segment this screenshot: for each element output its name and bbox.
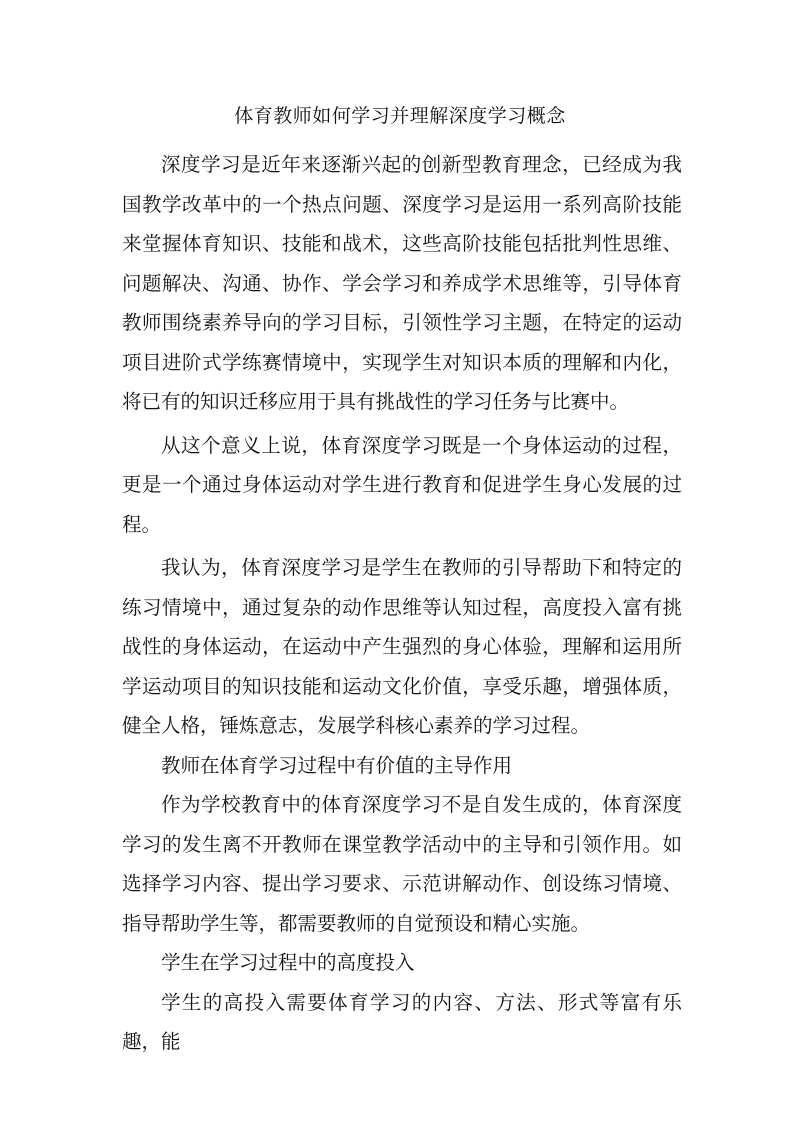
paragraph-intro: 深度学习是近年来逐渐兴起的创新型教育理念，已经成为我国教学改革中的一个热点问题、深度学习是运用一系列高阶技能来堂握体育知识、技能和战术，这些高阶技能包括批判性思维、问题解决、沟通、协作、学会学习和养成学术思维等，引导体育教师围绕素养导向的学习目标，引领性学习主题，在特定的运动项目进阶式学练赛情境中，实现学生对知识本质的理解和内化，将已有的知识迁移应用于具有挑战性的学习任务与比赛中。 <box>122 153 682 413</box>
section-heading-student-engagement: 学生在学习过程中的高度投入 <box>161 951 415 974</box>
section-heading-teacher-role: 教师在体育学习过程中有价值的主导作用 <box>161 753 513 777</box>
paragraph-definition: 我认为，体育深度学习是学生在教师的引导帮助下和特定的练习情境中，通过复杂的动作思维等认知过程，高度投入富有挑战性的身体运动，在运动中产生强烈的身心体验，理解和运用所学运动项目的知识技能和运动文化价值，享受乐趣，增强体质，健全人格，锤炼意志，发展学科核心素养的学习过程。 <box>122 556 682 737</box>
document-title: 体育教师如何学习并理解深度学习概念 <box>234 105 566 127</box>
paragraph-meaning: 从这个意义上说，体育深度学习既是一个身体运动的过程，更是一个通过身体运动对学生进行教育和促进学生身心发展的过程。 <box>122 433 682 536</box>
paragraph-teacher-role: 作为学校教育中的体育深度学习不是自发生成的，体育深度学习的发生离不开教师在课堂教学活动中的主导和引领作用。如选择学习内容、提出学习要求、示范讲解动作、创设练习情境、指导帮助学生等，都需要教师的自觉预设和精心实施。 <box>122 793 682 935</box>
document-body <box>122 145 682 1062</box>
paragraph-student-engagement: 学生的高投入需要体育学习的内容、方法、形式等富有乐趣，能 <box>122 990 682 1053</box>
